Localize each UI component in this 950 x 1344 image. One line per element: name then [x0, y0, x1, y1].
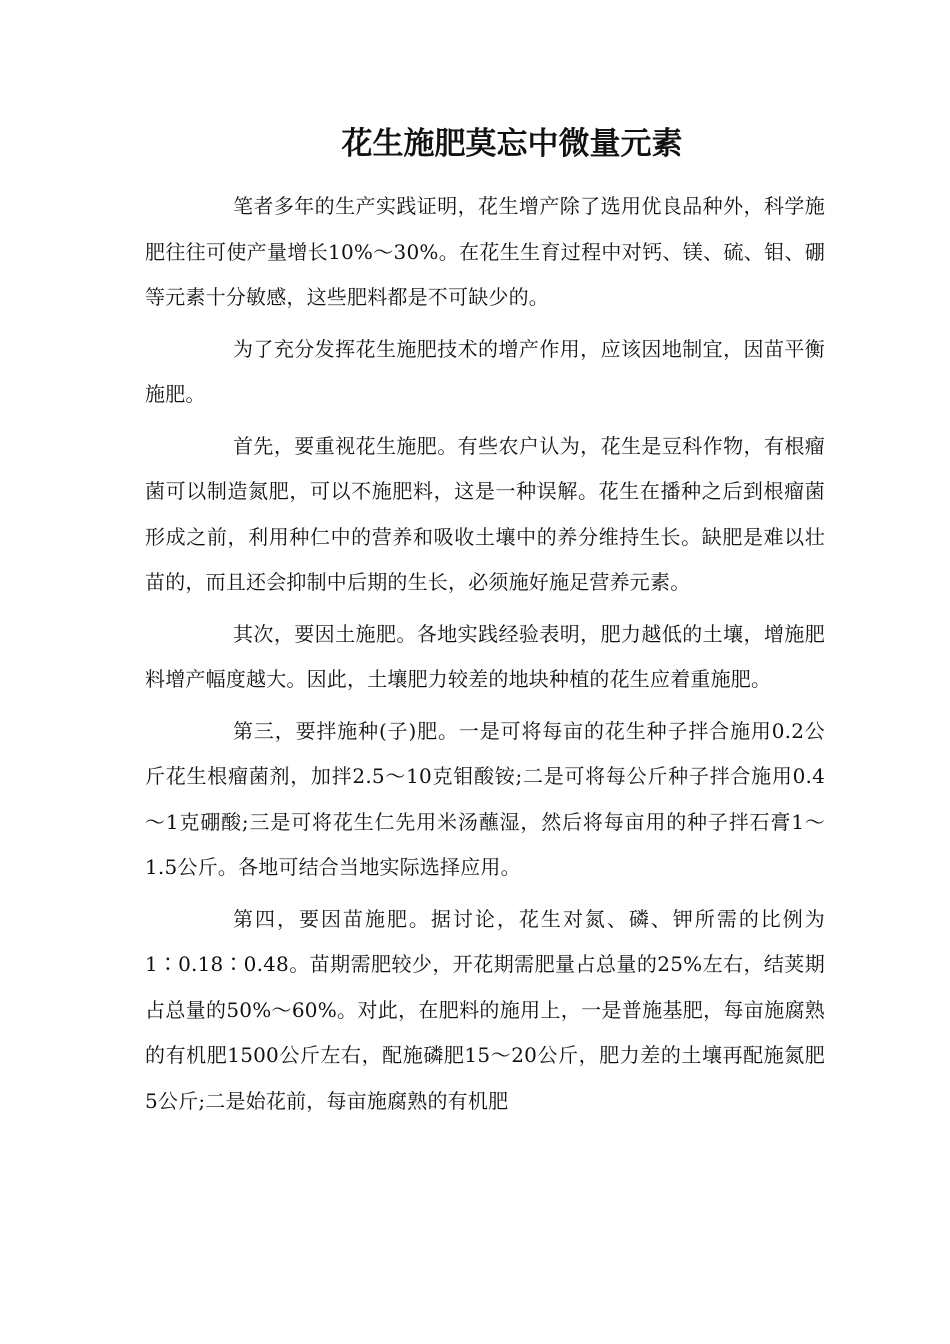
- paragraph-fourth: 第四，要因苗施肥。据讨论，花生对氮、磷、钾所需的比例为1∶0.18∶0.48。苗期需肥较少，开花期需肥量占总量的25%左右，结荚期占总量的50%～60%。对此，在肥料的施用上，一是普施基肥，每亩施腐熟的有机肥1500公斤左右，配施磷肥15～20公斤，肥力差的土壤再配施氮肥5公斤;二是始花前，每亩施腐熟的有机肥: [145, 906, 825, 1113]
- paragraph-third: 第三，要拌施种(子)肥。一是可将每亩的花生种子拌合施用0.2公斤花生根瘤菌剂，加拌2.5～10克钼酸铵;二是可将每公斤种子拌合施用0.4～1克硼酸;三是可将花生仁先用米汤蘸湿，然后将每亩用的种子拌石膏1～1.5公斤。各地可结合当地实际选择应用。: [145, 718, 825, 879]
- paragraph-principle: 为了充分发挥花生施肥技术的增产作用，应该因地制宜，因苗平衡施肥。: [145, 336, 825, 406]
- paragraph-first: 首先，要重视花生施肥。有些农户认为，花生是豆科作物，有根瘤菌可以制造氮肥，可以不施肥料，这是一种误解。花生在播种之后到根瘤菌形成之前，利用种仁中的营养和吸收土壤中的养分维持生长。缺肥是难以壮苗的，而且还会抑制中后期的生长，必须施好施足营养元素。: [145, 433, 825, 594]
- paragraph-second: 其次，要因土施肥。各地实践经验表明，肥力越低的土壤，增施肥料增产幅度越大。因此，土壤肥力较差的地块种植的花生应着重施肥。: [145, 621, 825, 691]
- paragraph-intro: 笔者多年的生产实践证明，花生增产除了选用优良品种外，科学施肥往往可使产量增长10%～30%。在花生生育过程中对钙、镁、硫、钼、硼等元素十分敏感，这些肥料都是不可缺少的。: [145, 194, 825, 309]
- document-body: [145, 184, 825, 1130]
- page-title: 花生施肥莫忘中微量元素: [341, 126, 683, 162]
